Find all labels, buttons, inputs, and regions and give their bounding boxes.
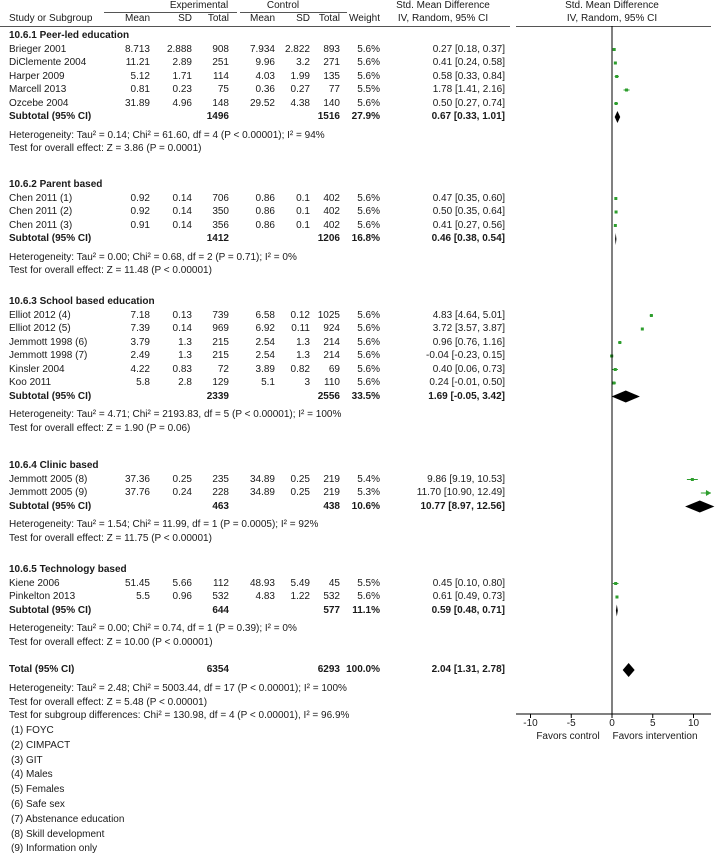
exp-mean: 37.76 [124,487,150,498]
exp-sd: 1.71 [172,70,192,82]
favors-intervention-label: Favors intervention [612,731,698,742]
x-tick-label: 0 [609,718,615,729]
study-name: Chen 2011 (3) [9,219,73,231]
weight: 5.6% [357,97,380,109]
point-estimate [612,382,615,385]
footnote: (4) Males [11,769,53,781]
weight: 5.6% [357,591,380,602]
exp-mean: 0.92 [130,206,150,217]
ctrl-sd: 0.1 [296,219,310,231]
x-tick-label: 10 [687,718,700,729]
overall-effect-test: Test for overall effect: Z = 1.90 (P = 0.06) [9,422,191,434]
exp-sd: 0.83 [172,363,192,375]
subtotal-exp-total: 1412 [206,233,229,244]
ctrl-total: 402 [323,219,340,231]
effect-ci: 9.86 [9.19, 10.53] [427,473,505,485]
ctrl-sd: 1.99 [290,70,310,82]
exp-sd: 2.89 [172,57,192,68]
weight: 5.5% [357,577,380,589]
x-tick-label: -5 [566,718,576,729]
subgroup-title: 10.6.1 Peer-led education [9,30,130,41]
subtotal-exp-total: 2339 [206,390,229,402]
study-name: Ozcebe 2004 [9,97,69,109]
effect-ci: 3.72 [3.57, 3.87] [432,323,505,334]
effect-ci: 0.24 [-0.01, 0.50] [429,377,505,388]
subtotal-label: Subtotal (95% CI) [9,233,92,244]
point-estimate [706,492,709,495]
ctrl-total: 140 [323,97,340,109]
exp-sd: 0.14 [172,323,192,334]
ctrl-mean: 0.86 [255,219,275,231]
ctrl-total: 402 [323,206,340,217]
effect-ci: 0.61 [0.49, 0.73] [432,591,505,602]
ctrl-mean: 6.92 [255,323,275,334]
study-name: Jemmott 2005 (9) [9,487,88,498]
ctrl-total: 924 [323,323,340,334]
x-tick-label: -10 [523,718,538,729]
point-estimate [614,224,617,227]
exp-mean: 7.39 [130,323,150,334]
summary-diamond [685,501,714,513]
total-ctrl: 6293 [317,664,340,675]
weight: 5.6% [357,192,380,204]
total-stat-line: Test for subgroup differences: Chi² = 130.98, df = 4 (P < 0.00001), I² = 96.9% [9,710,350,721]
study-name: Jemmott 1998 (6) [9,336,88,348]
effect-ci: 4.83 [4.64, 5.01] [432,309,505,321]
point-estimate [615,102,618,105]
exp-total: 148 [212,97,229,109]
ctrl-total: 77 [328,84,340,95]
ctrl-mean: 34.89 [249,473,275,485]
ctrl-mean: 0.86 [255,206,275,217]
point-estimate [614,368,617,371]
ctrl-total: 214 [323,336,340,348]
exp-sd: 1.3 [178,336,192,348]
heterogeneity: Heterogeneity: Tau² = 0.14; Chi² = 61.60, df = 4 (P < 0.00001); I² = 94% [9,129,325,141]
ctrl-mean: 9.96 [255,57,275,68]
ctrl-sd: 0.1 [296,192,310,204]
weight: 5.6% [357,309,380,321]
weight: 5.6% [357,206,380,217]
summary-diamond [615,111,621,123]
study-name: Brieger 2001 [9,43,67,55]
point-estimate [614,582,617,585]
exp-mean: 8.713 [124,43,150,55]
weight: 5.6% [357,363,380,375]
exp-total: 356 [212,219,229,231]
exp-mean: 5.12 [130,70,150,82]
ctrl-sd: 3.2 [296,57,310,68]
ctrl-mean: 29.52 [249,97,275,109]
ctrl-mean: 0.86 [255,192,275,204]
point-estimate [691,478,694,481]
exp-total: 114 [213,70,229,82]
footnote: (6) Safe sex [11,799,65,810]
ctrl-sd: 3 [304,377,310,388]
study-name: Kinsler 2004 [9,363,65,375]
summary-diamond [623,663,635,677]
point-estimate [613,48,616,51]
exp-sd: 2.8 [178,377,192,388]
column-header: Weight [349,13,380,24]
subtotal-weight: 10.6% [351,500,380,512]
ctrl-total: 532 [323,591,340,602]
weight: 5.6% [357,323,380,334]
exp-mean: 11.21 [125,57,150,68]
exp-mean: 0.81 [130,84,150,95]
exp-total: 215 [212,350,229,361]
ctrl-mean: 4.83 [255,591,275,602]
effect-ci: 0.41 [0.24, 0.58] [432,57,505,68]
subgroup-title: 10.6.5 Technology based [9,564,127,575]
subtotal-ctrl-total: 1206 [317,233,340,244]
effect-ci: 0.50 [0.27, 0.74] [432,97,505,109]
ctrl-total: 1025 [317,309,340,321]
exp-sd: 0.13 [172,309,192,321]
total-label: Total (95% CI) [9,664,75,675]
header-plot-title: Std. Mean Difference [565,0,659,11]
exp-total: 350 [212,206,229,217]
exp-total: 739 [212,309,229,321]
exp-total: 228 [212,487,229,498]
ctrl-sd: 0.12 [290,309,310,321]
effect-ci: -0.04 [-0.23, 0.15] [426,350,505,361]
ctrl-total: 45 [328,577,340,589]
ctrl-total: 402 [323,192,340,204]
total-ci: 2.04 [1.31, 2.78] [431,664,505,675]
header-smd-title: Std. Mean Difference [396,0,490,11]
exp-sd: 4.96 [172,97,192,109]
ctrl-total: 214 [323,350,340,361]
ctrl-total: 219 [323,487,340,498]
exp-mean: 5.8 [136,377,150,388]
weight: 5.3% [357,487,380,498]
header-smd-sub: IV, Random, 95% CI [397,13,489,24]
exp-sd: 0.25 [172,473,192,485]
weight: 5.6% [357,336,380,348]
footnote: (7) Abstenance education [11,813,125,825]
exp-sd: 0.24 [172,487,192,498]
subtotal-exp-total: 463 [212,500,229,512]
study-name: Marcell 2013 [9,84,67,95]
exp-total: 706 [212,192,229,204]
ctrl-total: 219 [323,473,340,485]
ctrl-total: 271 [323,57,340,68]
point-estimate [615,75,618,78]
column-header: Study or Subgroup [9,13,93,24]
effect-ci: 0.47 [0.35, 0.60] [432,192,505,204]
study-name: Kiene 2006 [9,577,60,589]
exp-sd: 5.66 [172,577,192,589]
ctrl-sd: 1.3 [296,350,310,361]
exp-total: 129 [212,377,229,388]
exp-total: 969 [212,323,229,334]
subtotal-ci: 0.67 [0.33, 1.01] [431,111,505,122]
footnote: (2) CIMPACT [11,739,71,751]
footnote: (8) Skill development [11,828,105,840]
overall-effect-test: Test for overall effect: Z = 11.48 (P < 0.00001) [9,265,212,276]
point-estimate [650,314,653,317]
subtotal-ci: 1.69 [-0.05, 3.42] [428,390,505,402]
point-estimate [614,62,617,65]
ctrl-mean: 34.89 [249,487,275,498]
subtotal-exp-total: 644 [212,604,229,616]
effect-ci: 0.27 [0.18, 0.37] [432,43,505,55]
subtotal-weight: 16.8% [351,233,380,244]
footnote: (9) Information only [11,843,98,855]
point-estimate [625,89,628,92]
exp-total: 235 [212,473,229,485]
ctrl-mean: 4.03 [255,70,275,82]
x-tick-label: 5 [649,718,656,729]
exp-sd: 0.14 [172,192,192,204]
effect-ci: 1.78 [1.41, 2.16] [432,84,505,95]
effect-ci: 11.70 [10.90, 12.49] [416,487,505,498]
footnote: (3) GIT [11,754,43,766]
exp-mean: 37.36 [124,473,150,485]
overall-effect-test: Test for overall effect: Z = 10.00 (P < 0.00001) [9,636,213,648]
point-estimate [618,341,621,344]
total-exp: 6354 [206,664,229,675]
column-header: SD [178,13,192,24]
study-name: Jemmott 1998 (7) [9,350,88,361]
ctrl-mean: 2.54 [255,350,275,361]
subgroup-title: 10.6.3 School based education [9,296,155,307]
exp-total: 908 [212,43,229,55]
subtotal-weight: 33.5% [351,390,380,402]
overall-effect-test: Test for overall effect: Z = 11.75 (P < 0.00001) [9,532,212,544]
exp-total: 75 [217,84,229,95]
column-header: Total [318,13,340,24]
point-estimate [615,596,618,599]
total-weight: 100.0% [346,664,380,675]
summary-diamond [615,233,616,245]
ctrl-sd: 5.49 [290,577,310,589]
subtotal-ci: 0.46 [0.38, 0.54] [431,233,505,244]
ctrl-mean: 5.1 [261,377,275,388]
study-name: DiClemente 2004 [9,57,87,68]
exp-mean: 5.5 [136,591,150,602]
effect-ci: 0.45 [0.10, 0.80] [432,577,505,589]
exp-total: 72 [217,363,229,375]
heterogeneity: Heterogeneity: Tau² = 0.00; Chi² = 0.74, df = 1 (P = 0.39); I² = 0% [9,623,297,634]
header-plot-sub: IV, Random, 95% CI [566,13,658,24]
point-estimate [614,197,617,200]
subtotal-label: Subtotal (95% CI) [9,500,92,512]
ctrl-mean: 0.36 [255,84,275,95]
exp-mean: 51.45 [124,577,150,589]
favors-control-label: Favors control [536,731,600,742]
study-name: Elliot 2012 (4) [9,309,71,321]
weight: 5.6% [357,43,380,55]
overall-effect-test: Test for overall effect: Z = 3.86 (P = 0.0001) [9,143,202,154]
exp-sd: 1.3 [178,350,192,361]
ctrl-mean: 3.89 [255,363,275,375]
column-header: Total [207,13,229,24]
study-name: Harper 2009 [9,70,65,82]
subtotal-label: Subtotal (95% CI) [9,604,92,616]
heterogeneity: Heterogeneity: Tau² = 4.71; Chi² = 2193.83, df = 5 (P < 0.00001); I² = 100% [9,409,342,420]
ctrl-sd: 1.22 [290,591,310,602]
summary-diamond [616,605,618,617]
ctrl-total: 135 [323,70,340,82]
weight: 5.6% [357,70,380,82]
ctrl-sd: 1.3 [296,336,310,348]
exp-sd: 0.23 [172,84,192,95]
ctrl-mean: 6.58 [255,309,275,321]
ctrl-sd: 4.38 [290,97,310,109]
exp-total: 251 [212,57,229,68]
summary-diamond [612,391,640,403]
study-name: Chen 2011 (1) [9,192,73,204]
subtotal-ctrl-total: 1516 [317,111,340,122]
ctrl-total: 69 [328,363,340,375]
weight: 5.6% [357,57,380,68]
subtotal-ci: 0.59 [0.48, 0.71] [431,604,505,616]
weight: 5.6% [357,219,380,231]
heterogeneity: Heterogeneity: Tau² = 1.54; Chi² = 11.99, df = 1 (P = 0.0005); I² = 92% [9,519,319,530]
effect-ci: 0.41 [0.27, 0.56] [432,219,505,231]
subtotal-exp-total: 1496 [206,111,229,122]
subtotal-weight: 27.9% [351,111,380,122]
subtotal-label: Subtotal (95% CI) [9,111,92,122]
exp-total: 532 [212,591,229,602]
subtotal-ctrl-total: 438 [323,500,340,512]
exp-mean: 31.89 [124,97,150,109]
study-name: Elliot 2012 (5) [9,323,71,334]
footnote: (1) FOYC [11,725,54,736]
exp-sd: 2.888 [166,43,192,55]
exp-mean: 0.91 [130,219,150,231]
exp-mean: 2.49 [130,350,150,361]
footnote: (5) Females [11,784,65,796]
subtotal-ci: 10.77 [8.97, 12.56] [420,500,505,512]
point-estimate [641,328,644,331]
study-name: Chen 2011 (2) [9,206,73,217]
subtotal-label: Subtotal (95% CI) [9,390,92,402]
header-experimental: Experimental [169,0,229,11]
exp-mean: 4.22 [130,363,150,375]
weight: 5.4% [357,473,380,485]
ctrl-sd: 2.822 [284,43,310,55]
exp-sd: 0.14 [172,219,192,231]
ctrl-mean: 48.93 [249,577,275,589]
ctrl-sd: 0.82 [290,363,310,375]
total-stat-line: Heterogeneity: Tau² = 2.48; Chi² = 5003.44, df = 17 (P < 0.00001); I² = 100% [9,683,347,694]
weight: 5.6% [357,350,380,361]
study-name: Pinkelton 2013 [9,591,76,602]
ctrl-total: 893 [323,43,340,55]
exp-mean: 0.92 [130,192,150,204]
effect-ci: 0.96 [0.76, 1.16] [432,336,505,348]
ctrl-sd: 0.25 [290,487,310,498]
subgroup-title: 10.6.2 Parent based [9,179,103,190]
exp-sd: 0.96 [172,591,192,602]
weight: 5.5% [357,84,380,95]
weight: 5.6% [357,377,380,388]
study-name: Jemmott 2005 (8) [9,473,88,485]
ctrl-mean: 2.54 [255,336,275,348]
subtotal-ctrl-total: 577 [323,604,340,616]
ctrl-total: 110 [324,377,340,388]
column-header: Mean [249,13,275,24]
total-stat-line: Test for overall effect: Z = 5.48 (P < 0.00001) [9,696,208,708]
subtotal-weight: 11.1% [352,604,380,616]
column-header: Mean [124,13,150,24]
exp-total: 112 [213,577,229,589]
exp-sd: 0.14 [172,206,192,217]
effect-ci: 0.40 [0.06, 0.73] [432,363,505,375]
ctrl-sd: 0.1 [296,206,310,217]
study-name: Koo 2011 [9,377,52,388]
effect-ci: 0.58 [0.33, 0.84] [432,70,505,82]
header-control: Control [266,0,300,11]
ctrl-sd: 0.11 [291,323,310,334]
subgroup-title: 10.6.4 Clinic based [9,460,99,471]
exp-total: 215 [212,336,229,348]
heterogeneity: Heterogeneity: Tau² = 0.00; Chi² = 0.68, df = 2 (P = 0.71); I² = 0% [9,251,297,263]
exp-mean: 7.18 [130,309,150,321]
subtotal-ctrl-total: 2556 [317,390,340,402]
exp-mean: 3.79 [130,336,150,348]
point-estimate [615,211,618,214]
ctrl-sd: 0.27 [290,84,310,95]
ctrl-sd: 0.25 [290,473,310,485]
effect-ci: 0.50 [0.35, 0.64] [432,206,505,217]
ctrl-mean: 7.934 [249,43,275,55]
column-header: SD [296,13,310,24]
